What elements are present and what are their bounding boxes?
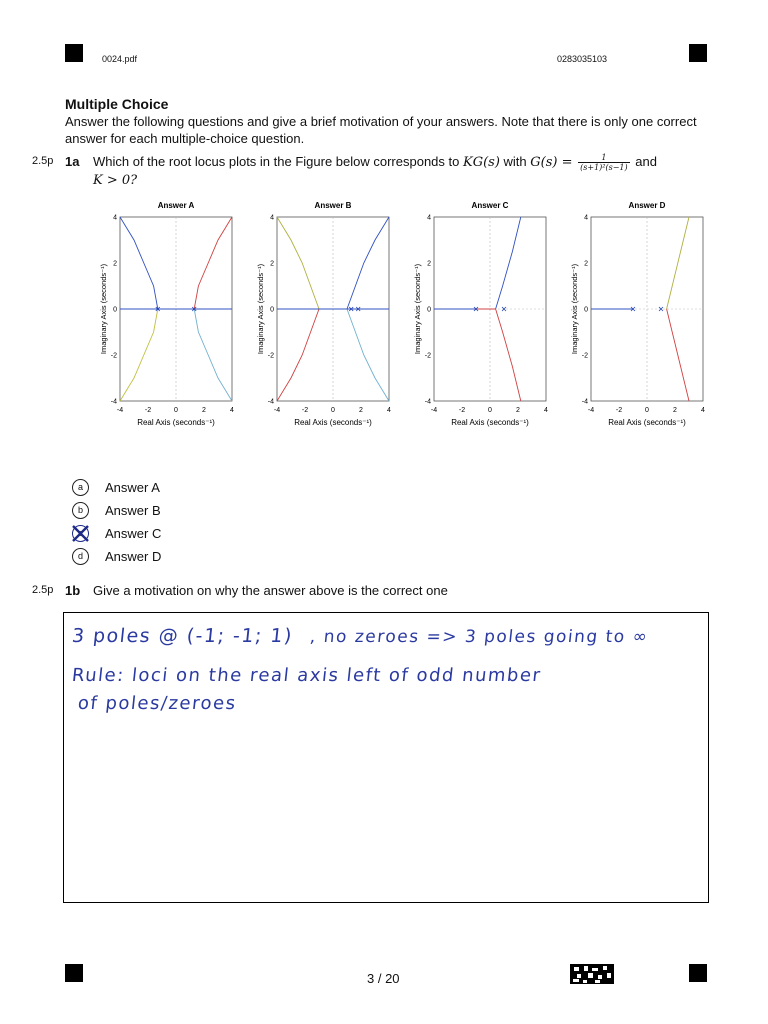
locus-branch-lower (667, 309, 689, 401)
q1b-question: Give a motivation on why the answer above is the correct one (93, 583, 448, 598)
y-tick-label: -4 (110, 398, 117, 406)
x-tick-label: 2 (673, 407, 677, 414)
q1a-text: Which of the root locus plots in the Figure below corresponds to (93, 154, 460, 169)
locus-branch-2 (277, 309, 319, 401)
y-tick-label: 2 (113, 260, 117, 268)
locus-branch-1 (120, 217, 158, 309)
y-tick-label: 4 (584, 214, 588, 222)
header-code: 0283035103 (557, 54, 608, 64)
option-a[interactable] (72, 477, 160, 497)
section-intro: Answer the following questions and give a brief motivation of your answers. Note that there is only one correct answer for each multiple-choice question. (65, 114, 697, 146)
option-d-label: Answer D (105, 548, 162, 564)
x-tick-label: 0 (645, 407, 649, 414)
panel-title: Answer B (314, 201, 352, 210)
y-tick-label: 0 (113, 306, 117, 314)
option-c-cross-mark (70, 523, 91, 544)
y-axis-label: Imaginary Axis (seconds⁻¹) (570, 263, 579, 355)
option-c-radio[interactable] (72, 525, 89, 542)
q1a-condition: K > 0? (93, 173, 138, 188)
option-b-letter: b (77, 505, 83, 515)
y-tick-label: 4 (270, 214, 274, 222)
y-tick-label: 4 (113, 214, 117, 222)
option-a-radio[interactable] (72, 479, 89, 496)
x-tick-label: 0 (331, 407, 335, 414)
locus-branch-3 (347, 217, 389, 309)
option-b-label: Answer B (105, 502, 161, 518)
x-tick-label: -2 (615, 407, 623, 414)
y-axis-label: Imaginary Axis (seconds⁻¹) (413, 263, 422, 355)
y-tick-label: 0 (270, 306, 274, 314)
q1a-and: and (635, 154, 657, 169)
option-a-letter: a (77, 482, 83, 492)
x-axis-label: Real Axis (seconds⁻¹) (294, 418, 372, 427)
qr-code (570, 964, 614, 984)
y-tick-label: 4 (427, 214, 431, 222)
x-tick-label: -4 (116, 407, 124, 414)
handwritten-line-1a: 3 poles @ (-1; -1; 1) (70, 625, 295, 647)
y-tick-label: 0 (427, 306, 431, 314)
locus-branch-1 (277, 217, 319, 309)
x-tick-label: 0 (488, 407, 492, 414)
q1a-g-lhs: G(s) = (530, 155, 573, 170)
header-filename: 0024.pdf (102, 54, 138, 64)
y-tick-label: 2 (584, 260, 588, 268)
x-tick-label: 4 (387, 407, 391, 414)
y-tick-label: -4 (267, 398, 274, 406)
x-tick-label: 4 (230, 407, 234, 414)
answer-box[interactable] (63, 612, 709, 903)
fraction-denominator: (s+1)²(s−1) (580, 163, 628, 173)
handwritten-line-1b: , no zeroes => 3 poles going to ∞ (308, 627, 650, 647)
x-tick-label: -4 (273, 407, 281, 414)
locus-panel-a (99, 201, 234, 427)
locus-branch-lower (496, 309, 521, 401)
panel-title: Answer C (471, 201, 509, 210)
option-a-label: Answer A (105, 479, 160, 495)
locus-branch-4 (347, 309, 389, 401)
x-tick-label: 2 (359, 407, 363, 414)
y-tick-label: -4 (581, 398, 588, 406)
locus-branch-2 (120, 309, 158, 401)
corner-marker-bottom-left (65, 964, 83, 982)
y-tick-label: -2 (110, 352, 117, 360)
option-c[interactable] (72, 523, 161, 543)
x-tick-label: 4 (544, 407, 548, 414)
q1b-points: 2.5p (32, 584, 54, 596)
option-d-radio[interactable] (72, 548, 89, 565)
option-d-letter: d (77, 551, 83, 561)
panel-title: Answer A (157, 201, 195, 210)
locus-panel-c (413, 201, 548, 427)
x-tick-label: 0 (174, 407, 178, 414)
handwritten-line-2: Rule: loci on the real axis left of odd number (70, 665, 543, 686)
x-axis-label: Real Axis (seconds⁻¹) (451, 418, 529, 427)
x-tick-label: 4 (701, 407, 705, 414)
q1a-points: 2.5p (32, 155, 54, 167)
y-tick-label: 0 (584, 306, 588, 314)
y-tick-label: -2 (581, 352, 588, 360)
q1a-kg: KG(s) (462, 155, 500, 170)
locus-panel-b (256, 201, 391, 427)
x-tick-label: -2 (301, 407, 309, 414)
x-tick-label: 2 (516, 407, 520, 414)
q1a-fraction (578, 153, 630, 172)
q1a-label: 1a (65, 154, 80, 169)
corner-marker-top-left (65, 44, 83, 62)
page-number: 3 / 20 (367, 971, 400, 986)
x-tick-label: -2 (144, 407, 152, 414)
y-tick-label: -2 (267, 352, 274, 360)
locus-branch-4 (194, 309, 232, 401)
handwritten-line-3: of poles/zeroes (76, 693, 238, 714)
q1a-question (93, 153, 713, 172)
fraction-numerator: 1 (578, 153, 630, 163)
option-d[interactable] (72, 546, 161, 566)
y-tick-label: -2 (424, 352, 431, 360)
y-tick-label: -4 (424, 398, 431, 406)
corner-marker-bottom-right (689, 964, 707, 982)
y-tick-label: 2 (270, 260, 274, 268)
section-title: Multiple Choice (65, 96, 169, 112)
x-axis-label: Real Axis (seconds⁻¹) (137, 418, 215, 427)
corner-marker-top-right (689, 44, 707, 62)
option-c-label: Answer C (105, 525, 162, 541)
y-axis-label: Imaginary Axis (seconds⁻¹) (256, 263, 265, 355)
locus-panel-d (570, 201, 705, 427)
panel-title: Answer D (628, 201, 666, 210)
x-tick-label: -4 (430, 407, 438, 414)
x-tick-label: -4 (587, 407, 595, 414)
option-b[interactable] (72, 500, 161, 520)
y-axis-label: Imaginary Axis (seconds⁻¹) (99, 263, 108, 355)
x-axis-label: Real Axis (seconds⁻¹) (608, 418, 686, 427)
q1a-with: with (503, 154, 527, 169)
y-tick-label: 2 (427, 260, 431, 268)
q1b-label: 1b (65, 583, 81, 598)
x-tick-label: 2 (202, 407, 206, 414)
root-locus-figure (88, 195, 728, 435)
locus-branch-3 (194, 217, 232, 309)
option-b-radio[interactable] (72, 502, 89, 519)
x-tick-label: -2 (458, 407, 466, 414)
locus-branch-upper (496, 217, 521, 309)
locus-branch-upper (667, 217, 689, 309)
